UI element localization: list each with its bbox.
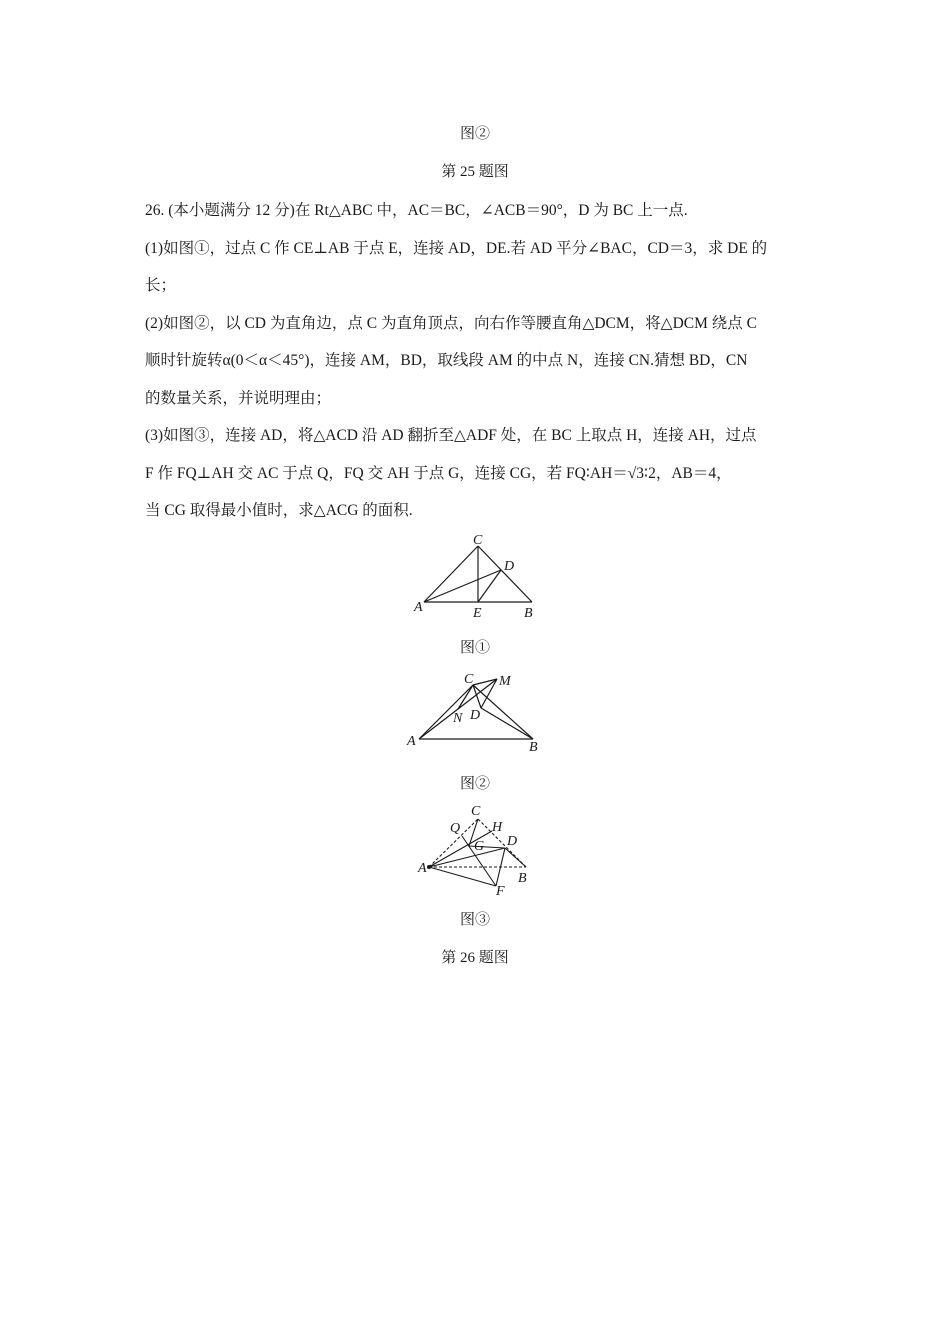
figure-caption-prev: 图②	[459, 126, 490, 142]
figure-3-caption: 图③	[459, 912, 490, 928]
label-A: A	[407, 734, 416, 749]
label-B: B	[529, 740, 538, 755]
label-Q: Q	[450, 821, 461, 836]
figure-3-diagram	[410, 800, 540, 900]
figure-2-caption: 图②	[459, 776, 490, 792]
label-D: D	[504, 559, 515, 574]
question-25-caption: 第 25 题图	[441, 164, 509, 180]
question-line: 长；	[145, 277, 177, 294]
label-A: A	[414, 600, 423, 615]
label-M: M	[499, 674, 511, 689]
label-N: N	[453, 711, 463, 726]
label-A: A	[418, 861, 427, 876]
question-line: 当 CG 取得最小值时，求△ACG 的面积.	[145, 502, 413, 519]
label-E: E	[473, 606, 482, 621]
label-C: C	[471, 804, 481, 819]
question-line: (3)如图③，连接 AD，将△ACD 沿 AD 翻折至△ADF 处，在 BC 上取点 H，连接 AH，过点	[145, 427, 757, 444]
question-line: F 作 FQ⊥AH 交 AC 于点 Q，FQ 交 AH 于点 G，连接 CG，若 FQ∶AH＝√3∶2，AB＝4，	[145, 464, 732, 482]
question-line: (1)如图①，过点 C 作 CE⊥AB 于点 E，连接 AD，DE.若 AD 平分∠BAC，CD＝3，求 DE 的	[145, 239, 768, 257]
label-H: H	[492, 820, 503, 835]
figure-1-diagram	[400, 525, 550, 625]
question-line: 顺时针旋转α(0＜α＜45°)，连接 AM，BD，取线段 AM 的中点 N，连接 CN.猜想 BD，CN	[145, 352, 748, 369]
label-D: D	[507, 834, 518, 849]
label-B: B	[518, 871, 527, 886]
label-C: C	[464, 672, 474, 687]
label-D: D	[470, 708, 481, 723]
question-line: 26. (本小题满分 12 分)在 Rt△ABC 中，AC＝BC，∠ACB＝90°，D 为 BC 上一点.	[145, 202, 688, 219]
label-C: C	[473, 533, 483, 548]
label-G: G	[474, 839, 485, 854]
question-line: 的数量关系，并说明理由；	[145, 389, 332, 407]
figure-1-caption: 图①	[459, 640, 490, 656]
label-F: F	[496, 884, 505, 899]
label-B: B	[524, 606, 533, 621]
question-26-text	[145, 192, 810, 530]
question-26-caption: 第 26 题图	[441, 950, 509, 966]
figure-2-diagram	[395, 665, 555, 760]
question-line: (2)如图②，以 CD 为直角边，点 C 为直角顶点，向右作等腰直角△DCM，将△DCM 绕点 C	[145, 314, 758, 332]
